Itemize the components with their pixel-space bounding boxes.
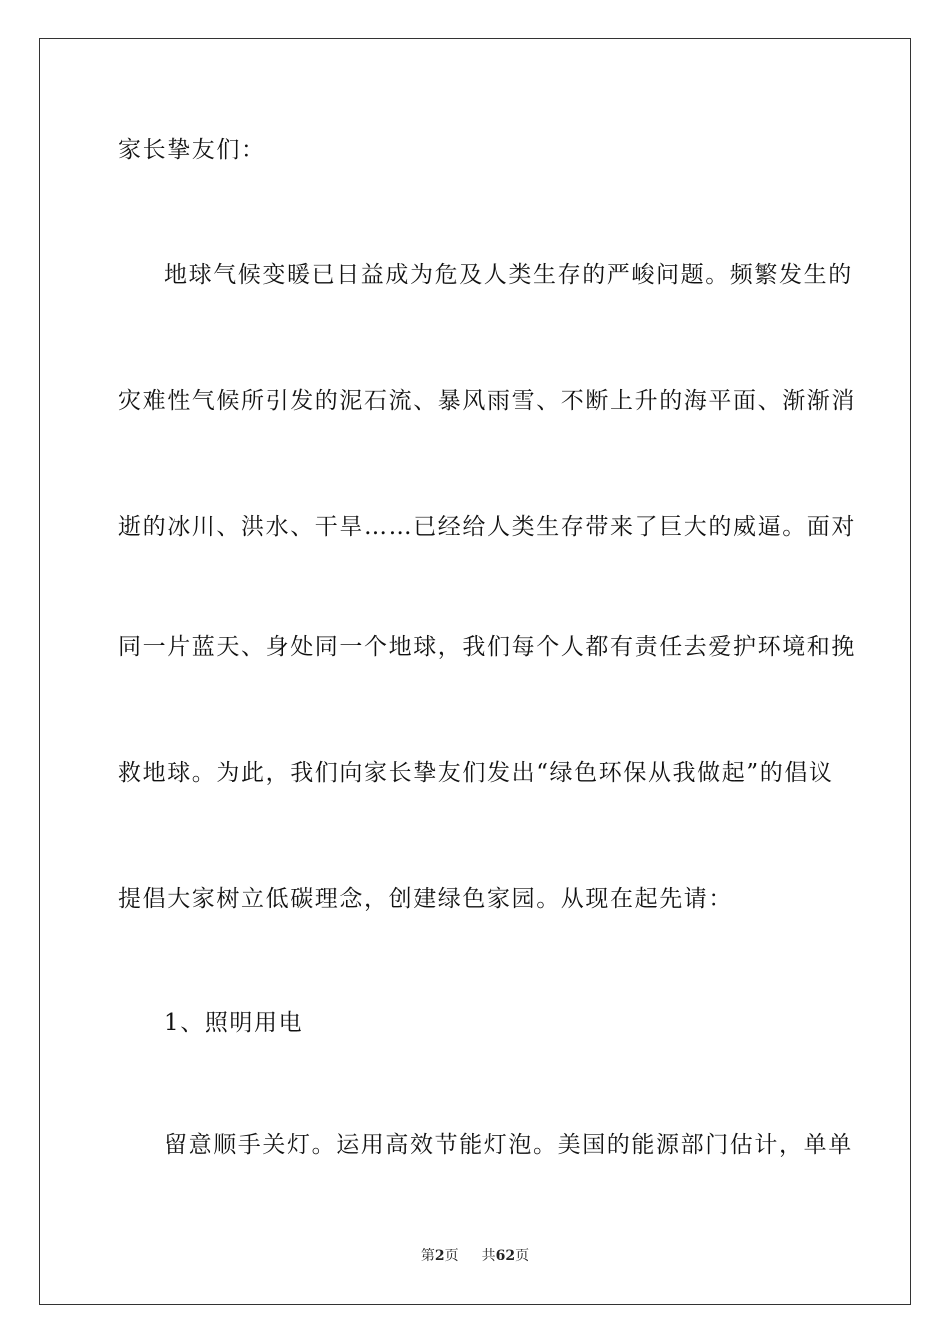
salutation: 家长挚友们： [118, 137, 266, 163]
page-border [39, 38, 911, 1305]
page-current: 2 [434, 1248, 445, 1264]
page-footer [0, 1246, 950, 1266]
paragraph-line-5: 救地球。为此，我们向家长挚友们发出“绿色环保从我做起”的倡议 [118, 760, 834, 786]
paragraph-line-4: 同一片蓝天、身处同一个地球，我们每个人都有责任去爱护环境和挽 [118, 634, 856, 660]
section-paragraph-line: 留意顺手关灯。运用高效节能灯泡。美国的能源部门估计，单单 [164, 1132, 853, 1158]
paragraph-line-6: 提倡大家树立低碳理念，创建绿色家园。从现在起先请： [118, 886, 733, 912]
total-prefix: 共 [481, 1248, 496, 1264]
page-total: 62 [495, 1248, 516, 1264]
paragraph-line-2: 灾难性气候所引发的泥石流、暴风雨雪、不断上升的海平面、渐渐消 [118, 388, 856, 414]
page-prefix: 第 [420, 1248, 435, 1264]
paragraph-line-1: 地球气候变暖已日益成为危及人类生存的严峻问题。频繁发生的 [164, 262, 853, 288]
section-heading: 1、照明用电 [164, 1010, 304, 1036]
total-suffix: 页 [515, 1248, 530, 1264]
page-suffix: 页 [444, 1248, 459, 1264]
paragraph-line-3: 逝的冰川、洪水、干旱……已经给人类生存带来了巨大的威逼。面对 [118, 514, 856, 540]
